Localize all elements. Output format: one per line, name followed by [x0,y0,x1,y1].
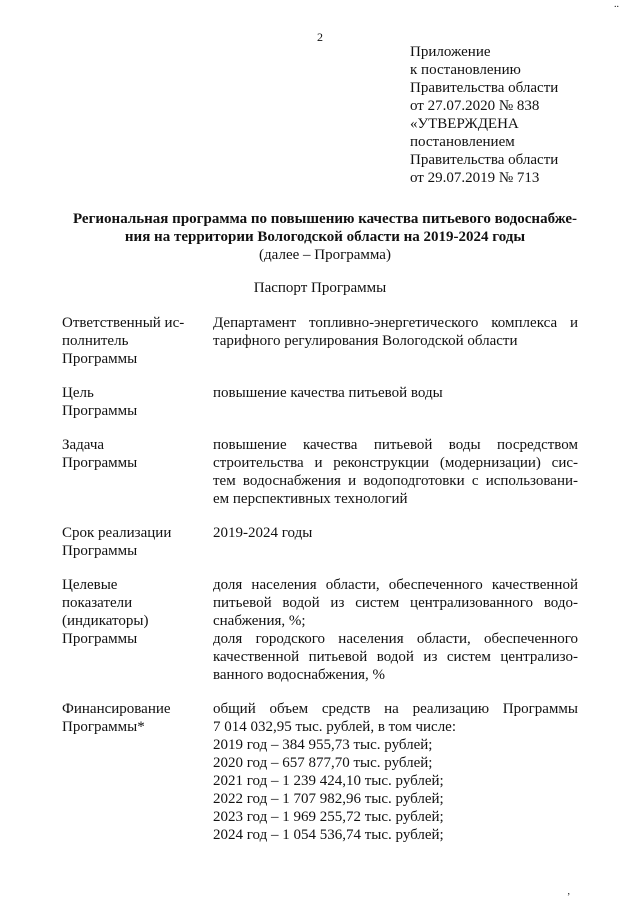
row-value [213,314,578,350]
value-line: повышение качества питьевой воды посредством [213,437,578,453]
page-number: 2 [317,30,323,44]
label-line: (индикаторы) [62,613,149,629]
value-line: 2020 год – 657 877,70 тыс. рублей; [213,755,433,771]
value-line: 2023 год – 1 969 255,72 тыс. рублей; [213,809,444,825]
value-line: Департамент топливно-энергетического комплекса и [213,315,578,331]
label-line: Программы* [62,719,145,735]
label-line: Программы [62,543,138,559]
row-value [213,436,578,508]
document-title [60,210,590,246]
value-line: питьевой водой из систем централизованного водо- [213,595,578,611]
value-line: 2024 год – 1 054 536,74 тыс. рублей; [213,827,444,843]
label-line: Ответственный ис- [62,315,185,331]
value-line: строительства и реконструкции (модернизации) сис- [213,455,578,471]
value-line: доля городского населения области, обеспеченного [213,631,578,647]
appendix-line: постановлением [410,134,515,150]
label-line: показатели [62,595,133,611]
value-line: тем водоснабжения и водоподготовки с использовани- [213,473,578,489]
row-value [213,384,578,402]
label-line: Программы [62,403,138,419]
value-line: тарифного регулирования Вологодской области [213,333,518,349]
label-line: Задача [62,437,105,453]
label-line: Цель [62,385,94,401]
value-line: 2019-2024 годы [213,525,313,541]
row-label [62,384,202,420]
label-line: Программы [62,351,138,367]
value-line: ем перспективных технологий [213,491,408,507]
appendix-line: «УТВЕРЖДЕНА [410,116,519,132]
row-label [62,314,202,368]
row-label [62,436,202,472]
label-line: полнитель [62,333,129,349]
row-label [62,700,202,736]
appendix-block [410,43,635,187]
document-title-block [60,210,590,264]
row-label [62,524,202,560]
document-subtitle: (далее – Программа) [259,247,391,263]
title-line: ния на территории Вологодской области на 2019-2024 годы [124,229,526,245]
title-line: Региональная программа по повышению качества питьевого водоснабже- [72,211,578,227]
appendix-line: Правительства области [410,152,559,168]
value-line: качественной питьевой водой из систем централизо- [213,649,578,665]
row-value [213,524,578,542]
value-line: снабжения, %; [213,613,306,629]
label-line: Финансирование [62,701,171,717]
appendix-line: Правительства области [410,80,559,96]
row-value [213,700,578,844]
label-line: Срок реализации [62,525,172,541]
label-line: Программы [62,455,138,471]
value-line: 2022 год – 1 707 982,96 тыс. рублей; [213,791,444,807]
appendix-line: Приложение [410,44,491,60]
row-value [213,576,578,684]
value-line: 7 014 032,95 тыс. рублей, в том числе: [213,719,457,735]
passport-title: Паспорт Программы [253,280,387,296]
value-line: повышение качества питьевой воды [213,385,443,401]
row-label [62,576,202,648]
corner-mark-bottom: ’ [567,892,571,903]
appendix-line: от 27.07.2020 № 838 [410,98,540,114]
label-line: Программы [62,631,138,647]
appendix-line: от 29.07.2019 № 713 [410,170,540,186]
label-line: Целевые [62,577,118,593]
corner-mark: .. [614,0,619,10]
value-line: 2021 год – 1 239 424,10 тыс. рублей; [213,773,444,789]
appendix-line: к постановлению [410,62,521,78]
value-line: доля населения области, обеспеченного качественной [213,577,578,593]
value-line: общий объем средств на реализацию Программы [213,701,578,717]
value-line: 2019 год – 384 955,73 тыс. рублей; [213,737,433,753]
value-line: ванного водоснабжения, % [213,667,386,683]
